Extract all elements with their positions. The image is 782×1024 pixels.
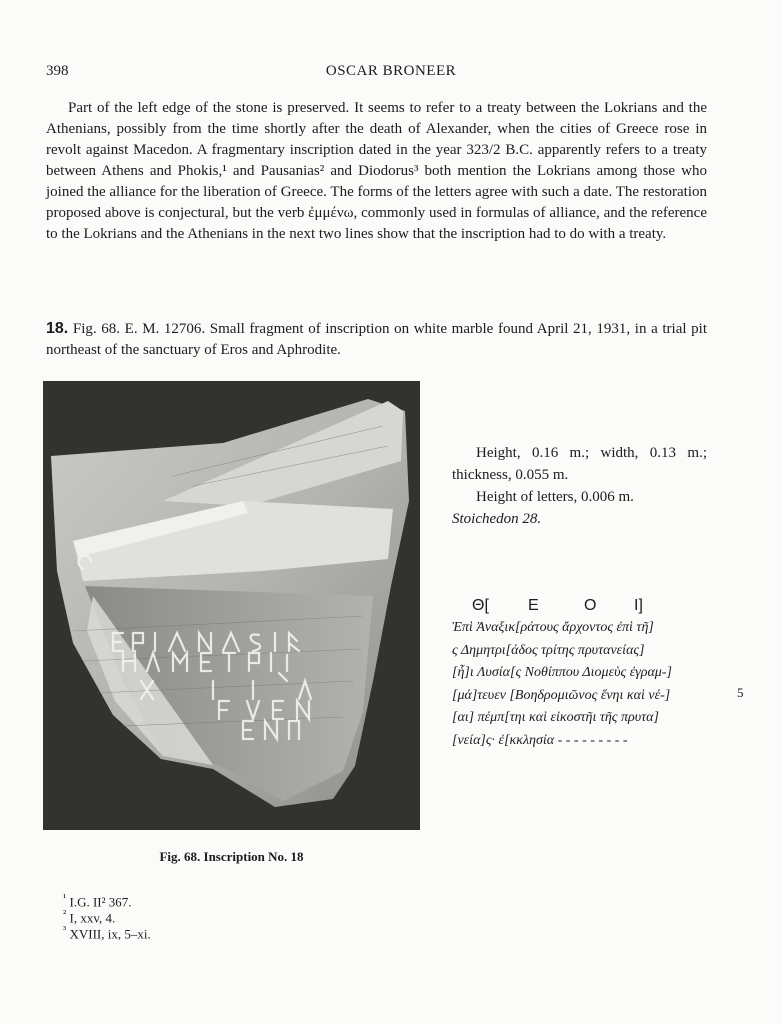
marble-fragment-image bbox=[43, 381, 420, 830]
dimensions-stoichedon: Stoichedon 28. bbox=[452, 511, 542, 527]
footnote-text: XVIII, ix, 5–xi. bbox=[69, 926, 151, 942]
page-number: 398 bbox=[46, 63, 69, 79]
entry-number: 18. bbox=[46, 320, 69, 337]
inscription-line: Ἐπὶ Ἀναξικ[ράτους ἄρχοντος ἐπὶ τῆ] bbox=[452, 620, 654, 635]
entry-text: Fig. 68. E. M. 12706. Small fragment of inscription on white marble found April 21, 1931, in a trial pit northeast of the sanctuary of Eros and Aphrodite. bbox=[46, 321, 707, 358]
inscription-text bbox=[452, 617, 712, 752]
footnote-mark: ¹ bbox=[63, 892, 67, 904]
footnote-mark: ³ bbox=[63, 924, 67, 936]
footnote-mark: ² bbox=[63, 908, 67, 920]
inscription-heading bbox=[472, 597, 668, 619]
line-number: 5 bbox=[737, 685, 744, 700]
inscription-line: ς Δημητρι[άδος τρίτης πρυτανείας] bbox=[452, 642, 645, 658]
inscription-line: [ἧ]ι Λυσία[ς Νοθίππου Διομεὺς ἐγραμ-] bbox=[452, 665, 672, 680]
dimensions bbox=[452, 442, 707, 530]
footnote-text: I, xxv, 4. bbox=[69, 910, 116, 926]
inscription-photo bbox=[43, 381, 420, 830]
footnote-text: I.G. II² 367. bbox=[69, 894, 132, 910]
running-title: OSCAR BRONEER bbox=[325, 63, 457, 79]
footnote-3 bbox=[63, 922, 151, 942]
inscription-line: [νεία]ς· ἐ[κκλησία - - - - - - - - - bbox=[452, 732, 628, 748]
inscription-line: [μά]τευεν [Βοηδρομιῶνος ἕνηι καὶ νέ-] bbox=[452, 687, 671, 703]
dimensions-size: Height, 0.16 m.; width, 0.13 m.; thickness, 0.055 m. bbox=[452, 445, 707, 483]
heading-letter: Ο bbox=[584, 597, 597, 614]
intro-paragraph: Part of the left edge of the stone is preserved. It seems to refer to a treaty between the Lokrians and the Athenians, possibly from the time shortly after the death of Alexander, when the cities of Greece rose in revolt against Macedon. A fragmentary inscription dated in the year 323/2 B.C. apparently refers to a treaty between Athens and Phokis,¹ and Pausanias² and Diodorus³ both mention the Lokrians among those who joined the alliance for the liberation of Greece. The forms of the letters agree with such a date. The restoration proposed above is conjectural, but the verb ἐμμένω, commonly used in formulas of alliance, and the reference to the Lokrians and the Athenians in the next two lines show that the inscription had to do with a treaty. bbox=[46, 100, 707, 242]
dimensions-letters: Height of letters, 0.006 m. bbox=[476, 489, 634, 505]
figure-caption: Fig. 68. Inscription No. 18 bbox=[159, 849, 304, 864]
heading-letter: Θ[ bbox=[472, 597, 489, 614]
inscription-line: [αι] πέμπ[τηι καὶ εἰκοστῆι τῆς πρυτα] bbox=[452, 710, 659, 725]
heading-letter: Ε bbox=[528, 597, 539, 614]
heading-letter: Ι] bbox=[634, 597, 643, 614]
entry-18 bbox=[46, 318, 707, 361]
